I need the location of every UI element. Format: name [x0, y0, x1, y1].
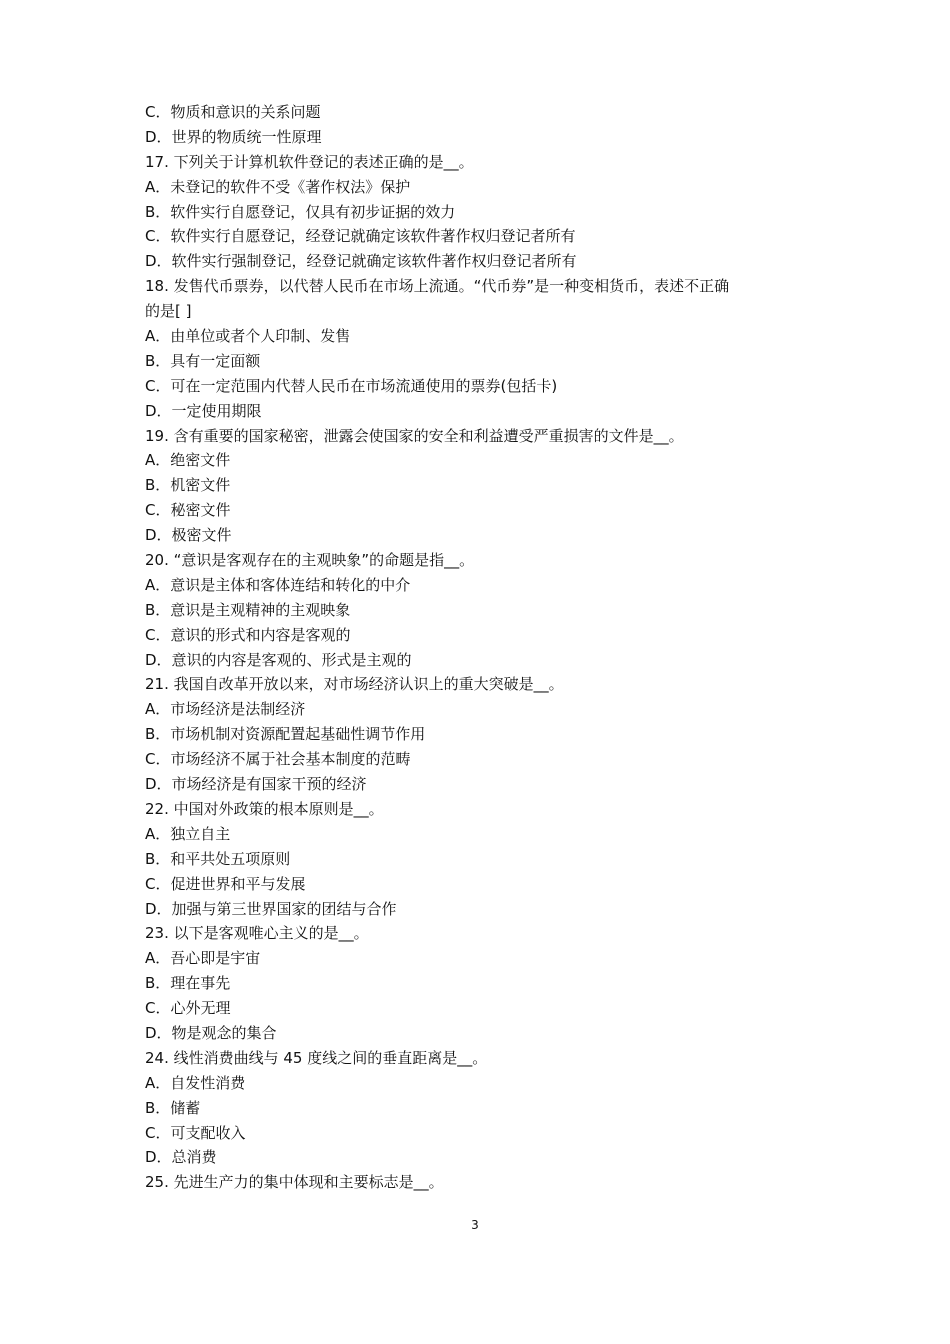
text-line: D．总消费 [145, 1148, 217, 1167]
text-line: C．意识的形式和内容是客观的 [145, 625, 351, 644]
text-line: B．理在事先 [145, 974, 231, 993]
text-line: D．加强与第三世界国家的团结与合作 [145, 899, 397, 918]
text-line: 19. 含有重要的国家秘密，泄露会使国家的安全和利益遭受严重损害的文件是__。 [145, 426, 684, 445]
page-number: 3 [471, 1218, 479, 1232]
text-line: 23. 以下是客观唯心主义的是__。 [145, 924, 369, 943]
text-line: A．独立自主 [145, 824, 231, 843]
text-line: A．由单位或者个人印制、发售 [145, 327, 351, 346]
text-line: C．可支配收入 [145, 1123, 246, 1142]
text-line: 22. 中国对外政策的根本原则是__。 [145, 799, 384, 818]
text-line: C．心外无理 [145, 999, 231, 1018]
text-line: C．秘密文件 [145, 501, 231, 520]
text-line: B．具有一定面额 [145, 351, 261, 370]
text-line: D．软件实行强制登记，经登记就确定该软件著作权归登记者所有 [145, 252, 577, 271]
text-line: 20. “意识是客观存在的主观映象”的命题是指__。 [145, 551, 475, 570]
text-line: D．物是观念的集合 [145, 1023, 277, 1042]
text-line: A．绝密文件 [145, 451, 231, 470]
text-line: 21. 我国自改革开放以来，对市场经济认识上的重大突破是__。 [145, 675, 564, 694]
text-line: B．机密文件 [145, 476, 231, 495]
text-line: C．市场经济不属于社会基本制度的范畴 [145, 750, 411, 769]
text-line: 24. 线性消费曲线与 45 度线之间的垂直距离是__。 [145, 1048, 488, 1067]
text-line: 18. 发售代币票券，以代替人民币在市场上流通。“代币券”是一种变相货币，表述不正确 [145, 277, 730, 296]
text-line: A．市场经济是法制经济 [145, 700, 306, 719]
text-line: B．意识是主观精神的主观映象 [145, 600, 351, 619]
text-line: A．意识是主体和客体连结和转化的中介 [145, 575, 411, 594]
text-line: B．软件实行自愿登记，仅具有初步证据的效力 [145, 202, 456, 221]
text-line: D．极密文件 [145, 526, 232, 545]
text-line: C．促进世界和平与发展 [145, 874, 306, 893]
text-line: 的是[ ] [145, 302, 192, 321]
text-line: 25. 先进生产力的集中体现和主要标志是__。 [145, 1173, 444, 1192]
text-line: D．一定使用期限 [145, 401, 262, 420]
text-line: C．可在一定范围内代替人民币在市场流通使用的票券(包括卡) [145, 376, 558, 395]
text-line: D．市场经济是有国家干预的经济 [145, 775, 367, 794]
text-line: 17. 下列关于计算机软件登记的表述正确的是__。 [145, 152, 474, 171]
text-line: B．市场机制对资源配置起基础性调节作用 [145, 725, 426, 744]
text-line: B．储蓄 [145, 1098, 201, 1117]
text-line: A．自发性消费 [145, 1073, 246, 1092]
text-line: D．意识的内容是客观的、形式是主观的 [145, 650, 412, 669]
text-line: D．世界的物质统一性原理 [145, 127, 322, 146]
text-line: B．和平共处五项原则 [145, 849, 291, 868]
text-line: C．物质和意识的关系问题 [145, 103, 321, 121]
page-content [145, 100, 810, 1195]
text-line: A．吾心即是宇宙 [145, 949, 261, 968]
text-line: C．软件实行自愿登记，经登记就确定该软件著作权归登记者所有 [145, 227, 576, 246]
text-line: A．未登记的软件不受《著作权法》保护 [145, 177, 411, 196]
